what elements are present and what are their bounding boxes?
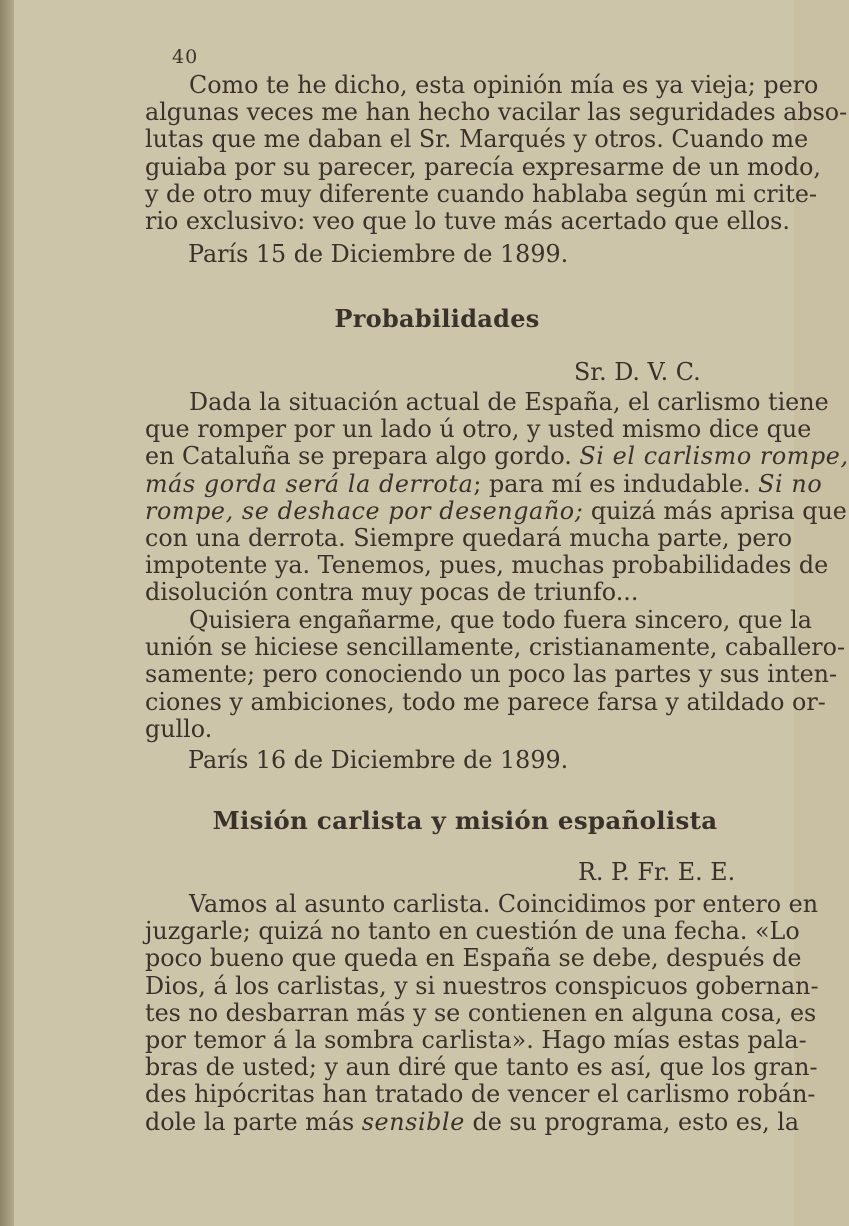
text-line: Vamos al asunto carlista. Coincidimos por entero en	[189, 890, 819, 918]
text-line: lutas que me daban el Sr. Marqués y otros. Cuando me	[145, 125, 809, 154]
text-run: dole la parte más	[145, 1107, 362, 1136]
text-line: ciones y ambiciones, todo me parece farsa y atildado or-	[145, 687, 826, 716]
text-run: ; para mí es indudable.	[473, 469, 751, 498]
text-line: con una derrota. Siempre quedará mucha parte, pero	[145, 524, 793, 553]
italic-run: Si no	[758, 469, 823, 498]
text-run: de su programa, esto es, la	[464, 1107, 800, 1136]
signoff-date: París 16 de Diciembre de 1899.	[188, 746, 569, 774]
addressee: R. P. Fr. E. E.	[578, 858, 736, 886]
text-line: guiaba por su parecer, parecía expresarme de un modo,	[145, 152, 821, 181]
text-line: Dios, á los carlistas, y si nuestros conspicuos gobernan-	[145, 971, 819, 1000]
text-line: gullo.	[145, 714, 213, 743]
text-line: juzgarle; quizá no tanto en cuestión de una fecha. «Lo	[145, 917, 800, 946]
text-line: disolución contra muy pocas de triunfo...	[145, 578, 639, 607]
text-run: en Cataluña se prepara algo gordo.	[145, 442, 572, 471]
signoff-date: París 15 de Diciembre de 1899.	[188, 240, 569, 268]
italic-run: sensible	[361, 1107, 465, 1136]
text-line: Quisiera engañarme, que todo fuera sincero, que la	[189, 606, 812, 634]
paragraph-continuation	[145, 71, 848, 236]
text-line: tes no desbarran más y se contienen en alguna cosa, es	[145, 998, 817, 1027]
section-heading: Misión carlista y misión españolista	[212, 806, 718, 835]
text-line: unión se hiciese sencillamente, cristianamente, caballero-	[145, 633, 846, 662]
book-spine-shadow	[0, 0, 14, 1226]
italic-run: más gorda será la derrota	[145, 469, 474, 498]
text-line: Como te he dicho, esta opinión mía es ya vieja; pero	[189, 71, 819, 99]
section-heading: Probabilidades	[334, 304, 540, 333]
addressee: Sr. D. V. C.	[574, 358, 701, 386]
text-line: por temor á la sombra carlista». Hago mías estas pala-	[145, 1026, 807, 1055]
italic-run: Si el carlismo rompe,	[579, 442, 849, 471]
text-line: y de otro muy diferente cuando hablaba según mi crite-	[145, 179, 817, 208]
page-number: 40	[172, 46, 199, 68]
text-line	[145, 442, 849, 471]
text-line: rio exclusivo: veo que lo tuve más acertado que ellos.	[145, 207, 790, 236]
text-line: Dada la situación actual de España, el carlismo tiene	[189, 388, 829, 416]
text-line	[145, 1107, 800, 1136]
text-line: bras de usted; y aun diré que tanto es así, que los gran-	[145, 1053, 818, 1082]
text-line: que romper por un lado ú otro, y usted mismo dice que	[145, 415, 812, 444]
italic-run: rompe, se deshace por desengaño;	[145, 496, 584, 525]
text-line: des hipócritas han tratado de vencer el carlismo robán-	[145, 1080, 816, 1109]
text-line: samente; pero conociendo un poco las partes y sus inten-	[145, 660, 838, 689]
text-line: impotente ya. Tenemos, pues, muchas probabilidades de	[145, 551, 829, 580]
paragraph-probabilidades-1	[145, 388, 849, 607]
paragraph-probabilidades-2	[145, 606, 846, 743]
text-run: quizá más aprisa que	[583, 496, 847, 525]
paragraph-mision	[145, 890, 819, 1136]
text-line	[145, 469, 823, 498]
text-line	[145, 496, 847, 525]
text-line: poco bueno que queda en España se debe, después de	[145, 944, 802, 973]
text-line: algunas veces me han hecho vacilar las seguridades abso-	[145, 98, 848, 127]
